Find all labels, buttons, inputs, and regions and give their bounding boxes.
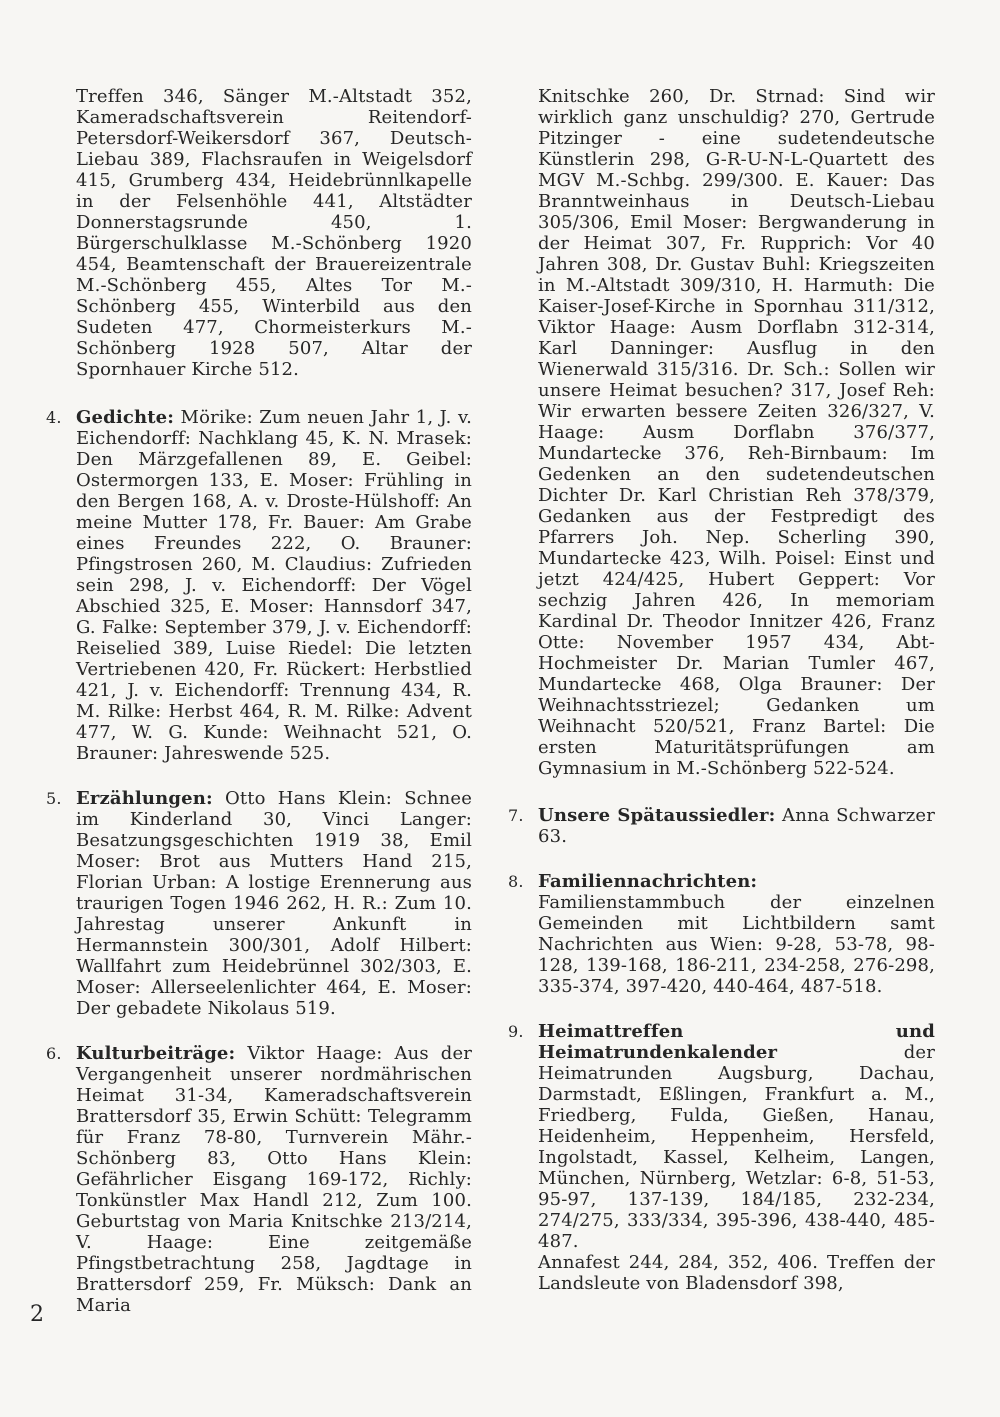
section-heading: Gedichte:: [76, 407, 175, 428]
section-heading: Heimattreffen und Heimatrundenkalender: [538, 1021, 935, 1063]
section-text: Otto Hans Klein: Schnee im Kinderland 30, Vinci Langer: Besatzungsgeschichten 1919 38, Emil Moser: Brot aus Mutters Hand 215, Florian Urban: A lostige Erennerung aus traurigen Togen 1946 262, H. R.: Zum 10. Jahrestag unserer Ankunft in Hermannstein 300/301, Adolf Hilbert: Wallfahrt zum Heidebrünnel 302/303, E. Moser: Allerseelenlichter 464, E. Moser: Der gebadete Nikolaus 519.: [76, 788, 472, 1019]
section-erzaehlungen: [46, 788, 472, 1019]
page-number: 2: [30, 1302, 44, 1327]
section-number: 8.: [508, 872, 524, 891]
continuation-paragraph: Knitschke 260, Dr. Strnad: Sind wir wirklich ganz unschuldig? 270, Gertrude Pitzinger - eine sudetendeutsche Künstlerin 298, G-R-U-N-L-Quartett des MGV M.-Schbg. 299/300. E. Kauer: Das Branntweinhaus in Deutsch-Liebau 305/306, Emil Moser: Bergwanderung in der Heimat 307, Fr. Rupprich: Vor 40 Jahren 308, Dr. Gustav Buhl: Kriegszeiten in M.-Altstadt 309/310, H. Harmuth: Die Kaiser-Josef-Kirche in Spornhau 311/312, Viktor Haage: Ausm Dorflabn 312-314, Karl Danninger: Ausflug in den Wienerwald 315/316. Dr. Sch.: Sollen wir unsere Heimat besuchen? 317, Josef Reh: Wir erwarten bessere Zeiten 326/327, V. Haage: Ausm Dorflabn 376/377, Mundartecke 376, Reh-Birnbaum: Im Gedenken an den sudetendeutschen Dichter Dr. Karl Christian Reh 378/379, Gedanken aus der Festpredigt des Pfarrers Joh. Nep. Scherling 390, Mundartecke 423, Wilh. Poisel: Einst und jetzt 424/425, Hubert Geppert: Vor sechzig Jahren 426, In memoriam Kardinal Dr. Theodor Innitzer 426, Franz Otte: November 1957 434, Abt-Hochmeister Dr. Marian Tumler 467, Mundartecke 468, Olga Brauner: Der Weihnachtsstriezel; Gedanken um Weihnacht 520/521, Franz Bartel: Die ersten Maturitätsprüfungen am Gymnasium in M.-Schönberg 522-524.: [538, 86, 935, 779]
section-number: 9.: [508, 1022, 524, 1041]
section-heading: Familiennachrichten:: [538, 871, 758, 892]
continuation-paragraph: Treffen 346, Sänger M.-Altstadt 352, Kameradschaftsverein Reitendorf-Petersdorf-Weikersdorf 367, Deutsch-Liebau 389, Flachsraufen in Weigelsdorf 415, Grumberg 434, Heidebrünnlkapelle in der Felsenhöhle 441, Altstädter Donnerstagsrunde 450, 1. Bürgerschulklasse M.-Schönberg 1920 454, Beamtenschaft der Brauereizentrale M.-Schönberg 455, Altes Tor M.-Schönberg 455, Winterbild aus den Sudeten 477, Chormeisterkurs M.-Schönberg 1928 507, Altar der Spornhauer Kirche 512.: [76, 86, 472, 380]
section-number: 7.: [508, 806, 524, 825]
section-kulturbeitraege: [46, 1043, 472, 1316]
section-text: der Heimatrunden Augsburg, Dachau, Darmstadt, Eßlingen, Frankfurt a. M., Friedberg, Fulda, Gießen, Hanau, Heidenheim, Heppenheim, Hersfeld, Ingolstadt, Kassel, Kelheim, Langen, München, Nürnberg, Wetzlar: 6-8, 51-53, 95-97, 137-139, 184/185, 232-234, 274/275, 333/334, 395-396, 438-440, 485-487.: [538, 1042, 935, 1252]
section-spaetaussiedler: [508, 805, 935, 847]
section-text: Mörike: Zum neuen Jahr 1, J. v. Eichendorff: Nachklang 45, K. N. Mrasek: Den Märzgefallenen 89, E. Geibel: Ostermorgen 133, E. Moser: Frühling in den Bergen 168, A. v. Droste-Hülshoff: An meine Mutter 178, Fr. Bauer: Am Grabe eines Freundes 222, O. Brauner: Pfingstrosen 260, M. Claudius: Zufrieden sein 298, J. v. Eichendorff: Der Vögel Abschied 325, E. Moser: Hannsdorf 347, G. Falke: September 379, J. v. Eichendorff: Reiselied 389, Luise Riedel: Die letzten Vertriebenen 420, Fr. Rückert: Herbstlied 421, J. v. Eichendorff: Trennung 434, R. M. Rilke: Herbst 464, R. M. Rilke: Advent 477, W. G. Kunde: Weihnacht 521, O. Brauner: Jahreswende 525.: [76, 407, 472, 764]
section-heimattreffen: [508, 1021, 935, 1252]
section-gedichte: [46, 407, 472, 764]
trailing-paragraph: Annafest 244, 284, 352, 406. Treffen der Landsleute von Bladensdorf 398,: [538, 1252, 935, 1294]
left-column: [46, 86, 472, 1316]
section-number: 4.: [46, 408, 62, 427]
section-text: Anna Schwarzer 63.: [538, 805, 935, 847]
section-text: Familienstammbuch der einzelnen Gemeinden mit Lichtbildern samt Nachrichten aus Wien: 9-28, 53-78, 98-128, 139-168, 186-211, 234-258, 276-298, 335-374, 397-420, 440-464, 487-518.: [538, 892, 935, 997]
right-column: [508, 86, 935, 1294]
section-heading: Kulturbeiträge:: [76, 1043, 236, 1064]
section-familiennachrichten: [508, 871, 935, 997]
section-heading: Erzählungen:: [76, 788, 213, 809]
section-heading: Unsere Spätaussiedler:: [538, 805, 776, 826]
section-number: 6.: [46, 1044, 62, 1063]
section-number: 5.: [46, 789, 62, 808]
section-text: Viktor Haage: Aus der Vergangenheit unserer nordmährischen Heimat 31-34, Kameradschaftsverein Brattersdorf 35, Erwin Schütt: Telegramm für Franz 78-80, Turnverein Mähr.-Schönberg 83, Otto Hans Klein: Gefährlicher Eisgang 169-172, Richly: Tonkünstler Max Handl 212, Zum 100. Geburtstag von Maria Knitschke 213/214, V. Haage: Eine zeitgemäße Pfingstbetrachtung 258, Jagdtage in Brattersdorf 259, Fr. Müksch: Dank an Maria: [76, 1043, 472, 1316]
